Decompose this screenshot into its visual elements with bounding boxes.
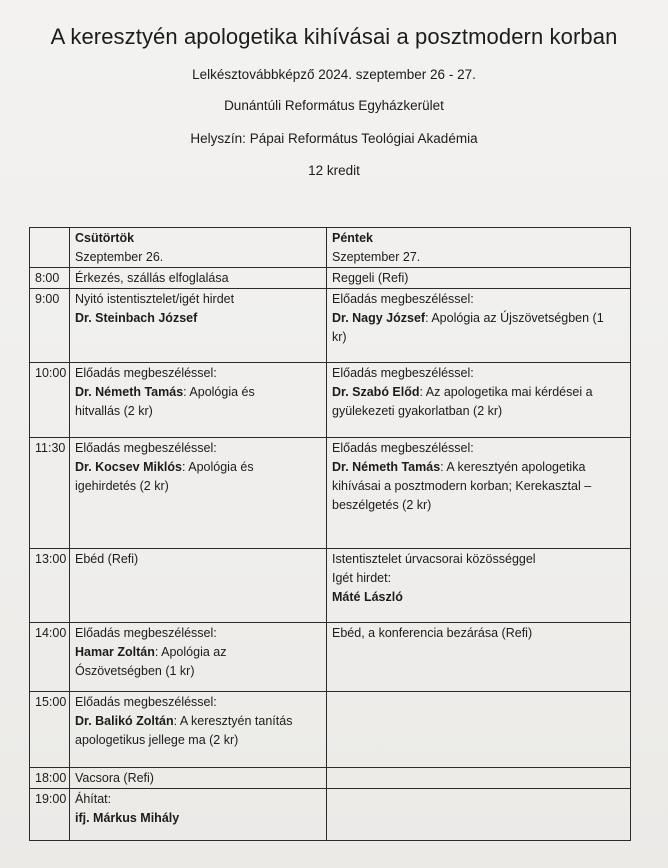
session-text: Előadás megbeszéléssel: [332, 366, 474, 380]
session-cell [327, 549, 631, 623]
session-cell [327, 289, 631, 363]
lecture-title: : Az apologetika mai kérdései a [419, 385, 593, 399]
speaker-name: Dr. Balikó Zoltán [75, 714, 174, 728]
session-cell [70, 268, 327, 289]
speaker-name: Dr. Kocsev Miklós [75, 460, 182, 474]
session-text: Előadás megbeszéléssel: [75, 695, 217, 709]
session-text: Igét hirdet: [332, 571, 392, 585]
session-cell [70, 289, 327, 363]
speaker-name: Dr. Szabó Előd [332, 385, 420, 399]
session-cell [70, 692, 327, 768]
session-text: Áhítat: [75, 792, 112, 806]
session-cell [70, 438, 327, 549]
session-text: Előadás megbeszéléssel: [75, 441, 217, 455]
day-header-friday [327, 228, 631, 268]
schedule-table [29, 227, 631, 841]
table-row [30, 789, 631, 841]
session-text: Érkezés, szállás elfoglalása [75, 271, 229, 285]
lecture-title-cont: beszélgetés (2 kr) [332, 498, 432, 512]
speaker-name: Dr. Steinbach József [75, 311, 198, 325]
lecture-title-cont: igehirdetés (2 kr) [75, 479, 169, 493]
table-row [30, 623, 631, 692]
speaker-name: Dr. Németh Tamás [332, 460, 441, 474]
session-text: Nyitó istentisztelet/igét hirdet [75, 292, 235, 306]
lecture-title: : A keresztyén tanítás [173, 714, 293, 728]
time-cell: 15:00 [30, 692, 70, 768]
location: Helyszín: Pápai Református Teológiai Akadémia [190, 131, 478, 146]
lecture-title: : A keresztyén apologetika [440, 460, 586, 474]
session-cell [327, 438, 631, 549]
session-text: Reggeli (Refi) [332, 271, 409, 285]
session-cell [327, 363, 631, 438]
table-row [30, 549, 631, 623]
lecture-title-cont: hitvallás (2 kr) [75, 404, 153, 418]
speaker-name: Máté László [332, 590, 403, 604]
session-text: Előadás megbeszéléssel: [332, 441, 474, 455]
empty-cell [327, 692, 631, 768]
day-header-thursday [70, 228, 327, 268]
lecture-title: : Apológia és [183, 385, 255, 399]
lecture-title: : Apológia az Újszövetségben (1 [425, 311, 604, 325]
session-text: Ebéd, a konferencia bezárása (Refi) [332, 626, 533, 640]
time-cell: 10:00 [30, 363, 70, 438]
table-row [30, 268, 631, 289]
session-cell [70, 789, 327, 841]
credits: 12 kredit [308, 163, 360, 178]
day-name: Péntek [332, 231, 373, 245]
time-cell: 14:00 [30, 623, 70, 692]
speaker-name: Hamar Zoltán [75, 645, 155, 659]
speaker-name: Dr. Németh Tamás [75, 385, 184, 399]
speaker-name: Dr. Nagy József [332, 311, 426, 325]
day-date: Szeptember 27. [332, 250, 421, 264]
session-text: Vacsora (Refi) [75, 771, 154, 785]
session-cell [70, 363, 327, 438]
organizer: Dunántúli Református Egyházkerület [224, 98, 444, 113]
day-name: Csütörtök [75, 231, 135, 245]
lecture-title-cont: gyülekezeti gyakorlatban (2 kr) [332, 404, 503, 418]
session-text: Ebéd (Refi) [75, 552, 139, 566]
session-cell [70, 623, 327, 692]
day-date: Szeptember 26. [75, 250, 164, 264]
time-cell: 18:00 [30, 768, 70, 789]
session-cell [70, 549, 327, 623]
session-cell [70, 768, 327, 789]
session-text: Előadás megbeszéléssel: [75, 366, 217, 380]
lecture-title-cont: Ószövetségben (1 kr) [75, 664, 195, 678]
lecture-title: : Apológia az [154, 645, 227, 659]
time-cell: 11:30 [30, 438, 70, 549]
time-cell: 19:00 [30, 789, 70, 841]
time-header-cell [30, 228, 70, 268]
session-cell [327, 623, 631, 692]
lecture-title-cont: kr) [332, 330, 347, 344]
table-row [30, 438, 631, 549]
table-header-row [30, 228, 631, 268]
session-cell [327, 268, 631, 289]
time-cell: 8:00 [30, 268, 70, 289]
empty-cell [327, 768, 631, 789]
table-row [30, 692, 631, 768]
time-cell: 13:00 [30, 549, 70, 623]
empty-cell [327, 789, 631, 841]
lecture-title-cont: kihívásai a posztmodern korban; Kerekasztal – [332, 479, 592, 493]
document-subtitle: Lelkésztovábbképző 2024. szeptember 26 - 27. [192, 67, 476, 82]
table-row [30, 363, 631, 438]
speaker-name: ifj. Márkus Mihály [75, 811, 180, 825]
lecture-title: : Apológia és [182, 460, 254, 474]
document-title: A keresztyén apologetika kihívásai a posztmodern korban [50, 24, 618, 49]
session-text: Előadás megbeszéléssel: [75, 626, 217, 640]
time-cell: 9:00 [30, 289, 70, 363]
table-row [30, 289, 631, 363]
session-text: Előadás megbeszéléssel: [332, 292, 474, 306]
session-text: Istentisztelet úrvacsorai közösséggel [332, 552, 536, 566]
table-row [30, 768, 631, 789]
lecture-title-cont: apologetikus jellege ma (2 kr) [75, 733, 239, 747]
